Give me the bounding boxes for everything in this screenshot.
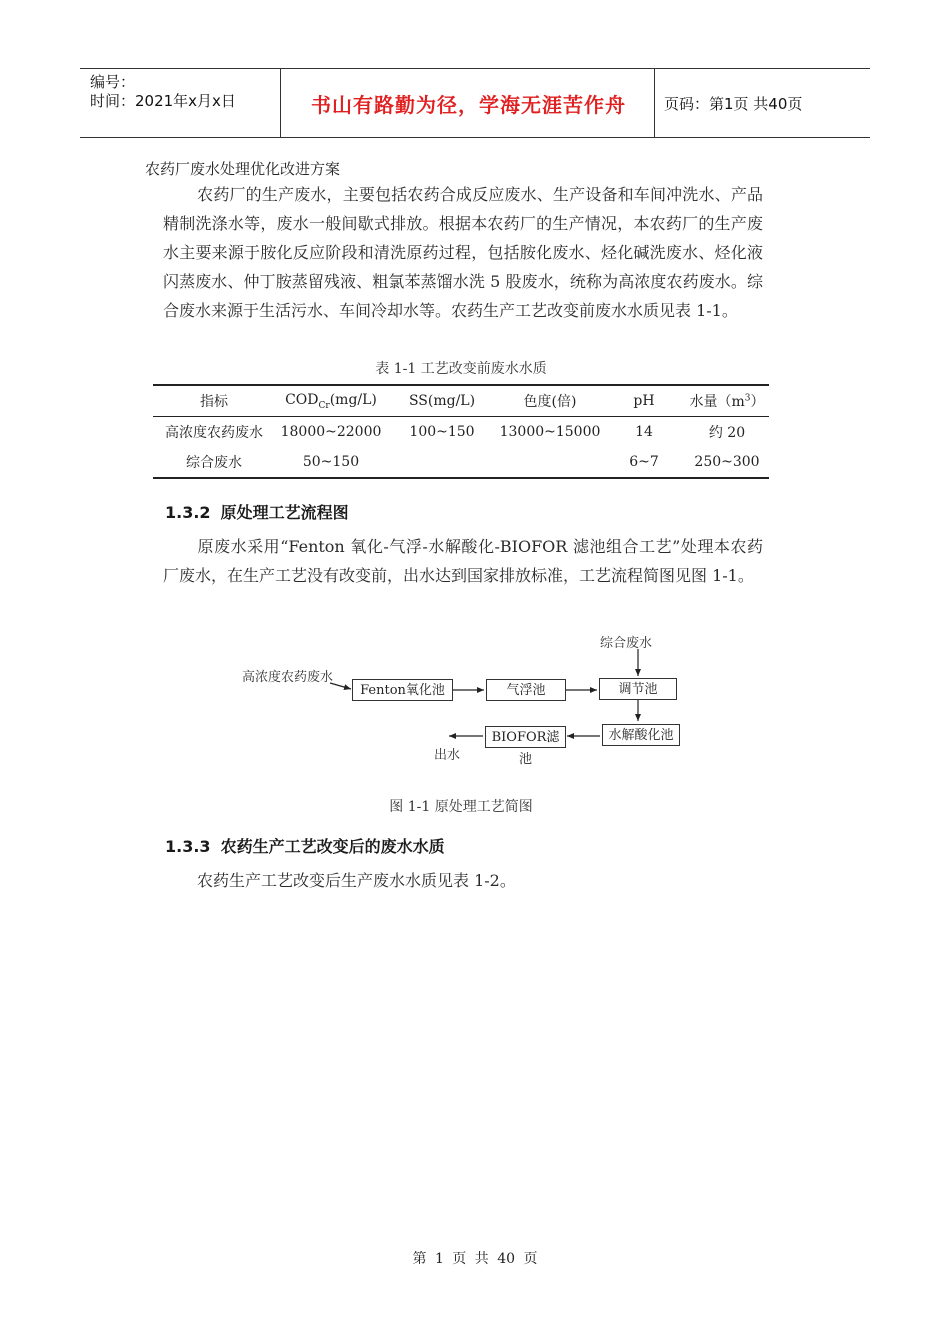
table-row bbox=[153, 417, 769, 448]
header-divider bbox=[280, 69, 281, 137]
number-label: 编号： bbox=[90, 73, 136, 91]
cell-cod: 50~150 bbox=[275, 447, 387, 478]
table-caption: 表 1-1 工艺改变前废水水质 bbox=[375, 361, 547, 377]
cell-ss: 100~150 bbox=[409, 424, 475, 440]
cell-name: 高浓度农药废水 bbox=[165, 425, 263, 441]
section-heading-133: 1.3.3 农药生产工艺改变后的废水水质 bbox=[165, 837, 445, 856]
col-header-name: 指标 bbox=[153, 385, 275, 417]
box-hydrolysis: 水解酸化池 bbox=[602, 724, 680, 746]
cell-cod: 18000~22000 bbox=[280, 424, 382, 440]
water-quality-table bbox=[153, 384, 769, 479]
cell-ss bbox=[387, 447, 497, 478]
cell-flow: 250~300 bbox=[685, 447, 769, 478]
col-header-cod: $COD_{Cr}(mg/L)$ bbox=[275, 385, 387, 417]
cell-ph: 14 bbox=[635, 424, 653, 440]
page-footer: 第 1 页 共 40 页 bbox=[412, 1251, 538, 1267]
box-regulate: 调节池 bbox=[599, 678, 677, 700]
section-133-paragraph: 农药生产工艺改变后生产废水水质见表 1-2。 bbox=[197, 871, 516, 890]
time-label: 时间：2021年x月x日 bbox=[90, 92, 236, 110]
header-motto: 书山有路勤为径，学海无涯苦作舟 bbox=[311, 93, 626, 117]
cell-color bbox=[497, 447, 603, 478]
header-meta bbox=[90, 73, 236, 111]
intro-paragraph: 农药厂的生产废水，主要包括农药合成反应废水、生产设备和车间冲洗水、产品精制洗涤水等，废水一般间歇式排放。根据本农药厂的生产情况，本农药厂的生产废水主要来源于胺化反应阶段和清洗原药过程，包括胺化废水、烃化碱洗废水、烃化液闪蒸废水、仲丁胺蒸留残液、粗氯苯蒸馏水洗 5 股废水，统称为高浓度农药废水。综合废水来源于生活污水、车间冷却水等。农药生产工艺改变前废水水质见表 1-1。 bbox=[163, 185, 763, 320]
output-label: 出水 bbox=[434, 748, 461, 763]
col-header-flow: 水量$(m^3)$ bbox=[685, 385, 769, 417]
process-flow-diagram bbox=[230, 628, 690, 778]
page-label: 页码：第1页 共40页 bbox=[664, 95, 803, 113]
table-header-row bbox=[153, 385, 769, 417]
cell-ph: 6~7 bbox=[603, 447, 685, 478]
header-divider bbox=[654, 69, 655, 137]
arrow-high-to-fenton bbox=[330, 683, 351, 689]
cell-name: 综合废水 bbox=[153, 447, 275, 478]
figure-caption: 图 1-1 原处理工艺简图 bbox=[389, 799, 533, 815]
cell-color: 13000~15000 bbox=[499, 424, 601, 440]
col-header-ss: SS(mg/L) bbox=[387, 385, 497, 417]
col-header-color: 色度(倍) bbox=[497, 385, 603, 417]
cell-flow: 约 20 bbox=[708, 425, 746, 441]
box-biofor: BIOFOR滤池 bbox=[485, 726, 566, 748]
table-row bbox=[153, 447, 769, 478]
document-title: 农药厂废水处理优化改进方案 bbox=[145, 160, 341, 178]
box-fenton: Fenton氧化池 bbox=[352, 679, 453, 701]
header-table bbox=[80, 68, 870, 138]
col-header-ph: pH bbox=[603, 385, 685, 417]
box-float: 气浮池 bbox=[486, 679, 566, 701]
input-high-label: 高浓度农药废水 bbox=[242, 670, 334, 685]
input-mixed-label: 综合废水 bbox=[600, 636, 653, 651]
section-132-paragraph: 原废水采用“Fenton 氧化-气浮-水解酸化-BIOFOR 滤池组合工艺”处理本农药厂废水，在生产工艺没有改变前，出水达到国家排放标准，工艺流程简图见图 1-1。 bbox=[163, 537, 763, 585]
section-heading-132: 1.3.2 原处理工艺流程图 bbox=[165, 503, 349, 522]
